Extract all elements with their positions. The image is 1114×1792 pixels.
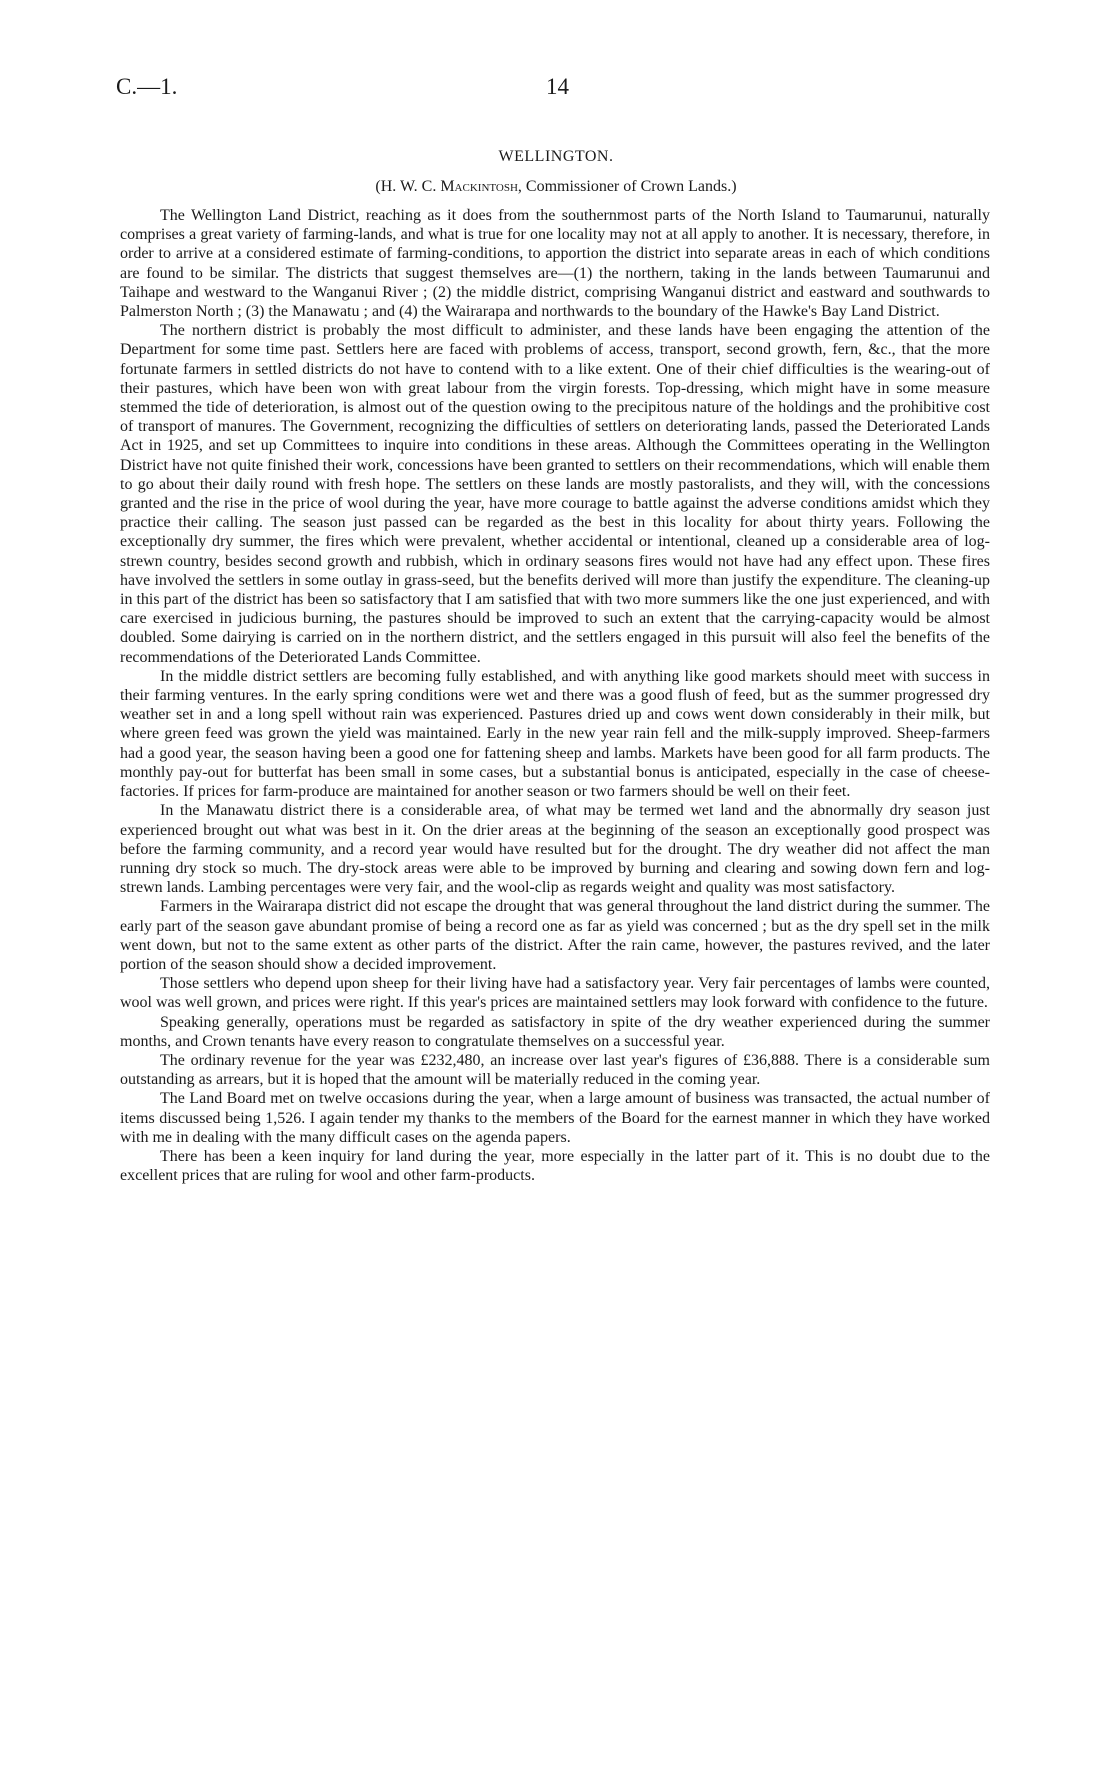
paragraph: The Wellington Land District, reaching as it does from the southernmost parts of the North Island to Taumarunui, naturally comprises a great variety of farming-lands, and what is true for one locality may not at all apply to another. It is necessary, therefore, in order to arrive at a considered estimate of farming-conditions, to apportion the district into separate areas in each of which conditions are found to be similar. The districts that suggest themselves are—(1) the northern, taking in the lands between Taumarunui and Taihape and westward to the Wanganui River ; (2) the middle district, comprising Wanganui district and eastward and southwards to Palmerston North ; (3) the Manawatu ; and (4) the Wairarapa and northwards to the boundary of the Hawke's Bay Land District.: [120, 207, 990, 321]
section-title: WELLINGTON.: [498, 148, 614, 165]
paragraph: The Land Board met on twelve occasions during the year, when a large amount of business was transacted, the actual number of items discussed being 1,526. I again tender my thanks to the members of the Board for the earnest manner in which they have worked with me in dealing with the many difficult cases on the agenda papers.: [120, 1090, 990, 1146]
document-reference: C.—1.: [116, 74, 178, 99]
paragraph: Farmers in the Wairarapa district did not escape the drought that was general throughout the land district during the summer. The early part of the season gave abundant promise of being a record one as far as yield was concerned ; but as the dry spell set in the milk went down, but not to the same extent as other parts of the district. After the rain came, however, the pastures revived, and the later portion of the season should show a decided improvement.: [120, 898, 990, 973]
paragraph: There has been a keen inquiry for land during the year, more especially in the latter part of it. This is no doubt due to the excellent prices that are ruling for wool and other farm-products.: [120, 1147, 990, 1185]
report-body: [120, 206, 990, 1185]
paragraph: Those settlers who depend upon sheep for their living have had a satisfactory year. Very fair percentages of lambs were counted, wool was well grown, and prices were right. If this year's prices are maintained settlers may look forward with confidence to the future.: [120, 975, 990, 1012]
page-number: 14: [546, 74, 569, 99]
paragraph: The northern district is probably the most difficult to administer, and these lands have been engaging the attention of the Department for some time past. Settlers here are faced with problems of access, transport, second growth, fern, &c., that the more fortunate farmers in settled districts do not have to contend with to a like extent. One of their chief difficulties is the wearing-out of their pastures, which have been won with great labour from the virgin forests. Top-dressing, which might have in some measure stemmed the tide of deterioration, is almost out of the question owing to the precipitous nature of the holdings and the prohibitive cost of transport of manures. The Government, recognizing the difficulties of settlers on deteriorating lands, passed the Deteriorated Lands Act in 1925, and set up Committees to inquire into conditions in these areas. Although the Committees operating in the Wellington District have not quite finished their work, concessions have been granted to settlers on their recommendations, which will enable them to go about their daily round with fresh hope. The settlers on these lands are mostly pastoralists, and they will, with the concessions granted and the rise in the price of wool during the year, have more courage to battle against the adverse conditions amidst which they practice their calling. The season just passed can be regarded as the best in this locality for about thirty years. Following the exceptionally dry summer, the fires which were prevalent, whether accidental or intentional, cleaned up a considerable area of log-strewn country, besides second growth and rubbish, which in ordinary seasons fires would not have had any effect upon. These fires have involved the settlers in some outlay in grass-seed, but the benefits derived will more than justify the expenditure. The cleaning-up in this part of the district has been so satisfactory that I am satisfied that with two more summers like the one just experienced, and with care exercised in judicious burning, the pastures should be improved to such an extent that the carrying-capacity would be almost doubled. Some dairying is carried on in the northern district, and the settlers engaged in this pursuit will also feel the benefits of the recommendations of the Deteriorated Lands Committee.: [120, 322, 990, 666]
subtitle-open: (H. W. C.: [375, 178, 441, 195]
paragraph: Speaking generally, operations must be regarded as satisfactory in spite of the dry weather experienced during the summer months, and Crown tenants have every reason to congratulate themselves on a successful year.: [120, 1013, 990, 1050]
page-header: [116, 74, 996, 104]
paragraph: In the Manawatu district there is a considerable area, of what may be termed wet land and the abnormally dry season just experienced brought out what was best in it. On the drier areas at the beginning of the season an exceptionally good prospect was before the farming community, and a record year would have resulted but for the drought. The dry weather did not affect the man running dry stock so much. The dry-stock areas were able to be improved by burning and clearing and sowing down fern and log-strewn lands. Lambing percentages were very fair, and the wool-clip as regards weight and quality was most satisfactory.: [120, 802, 990, 897]
commissioner-name: Mackintosh: [440, 178, 518, 195]
section-subtitle: [116, 178, 996, 196]
paragraph: In the middle district settlers are becoming fully established, and with anything like good markets should meet with success in their farming ventures. In the early spring conditions were wet and there was a good flush of feed, but as the summer progressed dry weather set in and a long spell without rain was experienced. Pastures dried up and cows went down considerably in their milk, but where green feed was grown the yield was maintained. Early in the new year rain fell and the milk-supply improved. Sheep-farmers had a good year, the season having been a good one for fattening sheep and lambs. Markets have been good for all farm products. The monthly pay-out for butterfat has been small in some cases, but a substantial bonus is anticipated, especially in the case of cheese-factories. If prices for farm-produce are maintained for another season or two farmers should be well on their feet.: [120, 667, 990, 801]
subtitle-rest: , Commissioner of Crown Lands.): [517, 178, 737, 195]
paragraph: The ordinary revenue for the year was £232,480, an increase over last year's figures of £36,888. There is a considerable sum outstanding as arrears, but it is hoped that the amount will be materially reduced in the coming year.: [120, 1051, 990, 1089]
